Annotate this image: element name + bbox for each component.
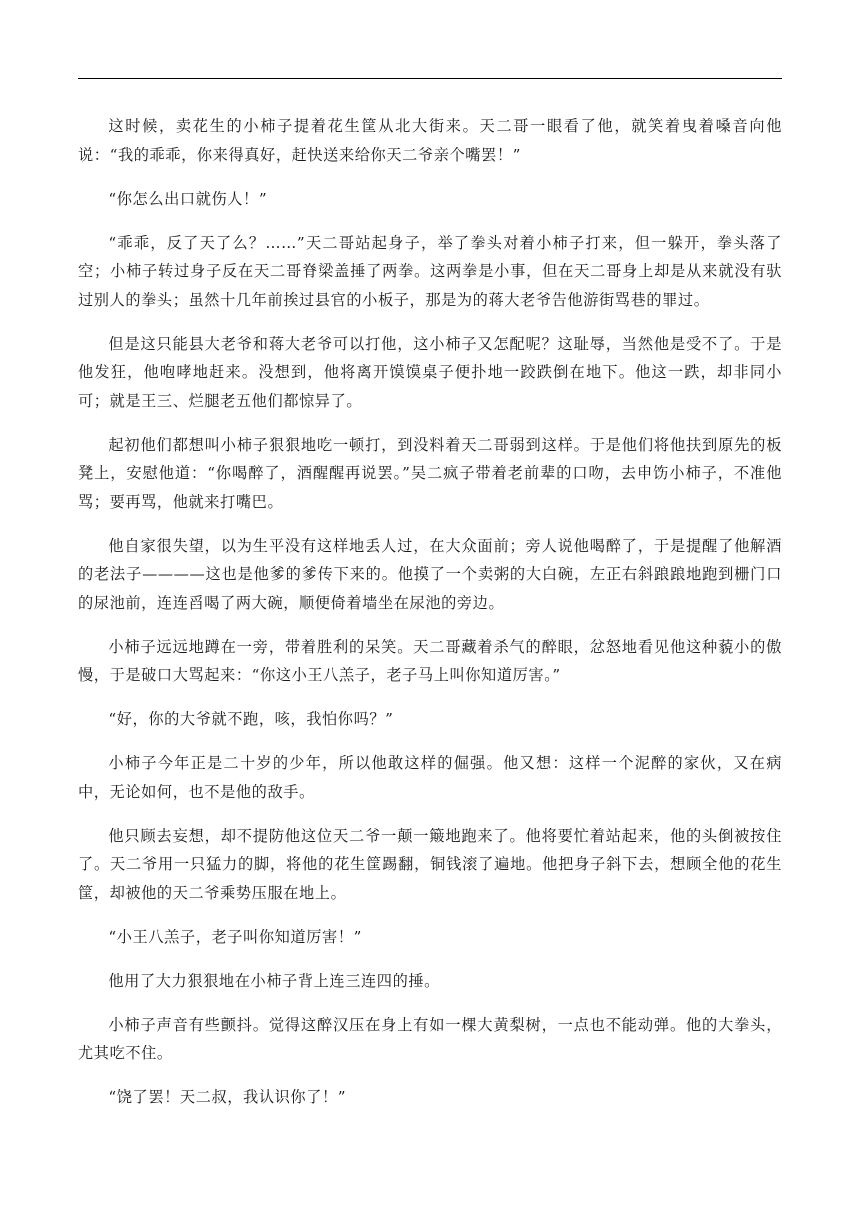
paragraph: 他自家很失望，以为生平没有这样地丢人过，在大众面前；旁人说他喝醉了，于是提醒了他解酒的老法子————这也是他爹的爹传下来的。他摸了一个卖粥的大白碗，左正右斜踉踉地跑到栅门口的尿池前，连连舀喝了两大碗，顺便倚着墙坐在尿池的旁边。 (78, 536, 782, 612)
header-rule (78, 78, 782, 79)
paragraph: 小柿子远远地蹲在一旁，带着胜利的呆笑。天二哥藏着杀气的醉眼，忿怒地看见他这种藐小的傲慢，于是破口大骂起来：“你这小王八羔子，老子马上叫你知道厉害。” (78, 637, 782, 684)
paragraph: 但是这只能县大老爷和蒋大老爷可以打他，这小柿子又怎配呢？这耻辱，当然他是受不了。于是他发狂，他咆哮地赶来。没想到，他将离开馍馍桌子便扑地一跤跌倒在地下。他这一跌，却非同小可；就是王三、烂腿老五他们都惊异了。 (78, 334, 782, 410)
paragraph: “饶了罢！天二叔，我认识你了！” (108, 1088, 347, 1106)
paragraph: “你怎么出口就伤人！” (108, 189, 268, 208)
paragraph: 这时候，卖花生的小柿子提着花生筐从北大街来。天二哥一眼看了他，就笑着曳着嗓音向他说：“我的乖乖，你来得真好，赶快送来给你天二爷亲个嘴罢！” (78, 117, 782, 164)
paragraph: 他用了大力狠狠地在小柿子背上连三连四的捶。 (108, 971, 440, 990)
paragraph: 他只顾去妄想，却不提防他这位天二爷一颠一簸地跑来了。他将要忙着站起来，他的头倒被按住了。天二爷用一只猛力的脚，将他的花生筐踢翻，铜钱滚了遍地。他把身子斜下去，想顾全他的花生筐，却被他的天二爷乘势压服在地上。 (78, 826, 782, 902)
paragraph: 小柿子今年正是二十岁的少年，所以他敢这样的倔强。他又想：这样一个泥醉的家伙，又在病中，无论如何，也不是他的敌手。 (78, 754, 782, 801)
paragraph: 小柿子声音有些颤抖。觉得这醉汉压在身上有如一棵大黄梨树，一点也不能动弹。他的大拳头，尤其吃不住。 (78, 1015, 782, 1062)
paragraph: “小王八羔子，老子叫你知道厉害！” (108, 927, 362, 946)
paragraph: “好，你的大爷就不跑，咳，我怕你吗？” (108, 710, 394, 728)
paragraph: 起初他们都想叫小柿子狠狠地吃一顿打，到没料着天二哥弱到这样。于是他们将他扶到原先的板凳上，安慰他道：“你喝醉了，酒醒醒再说罢。”吴二疯子带着老前辈的口吻，去申饬小柿子，不准他骂；要再骂，他就来打嘴巴。 (78, 435, 782, 511)
document-body (78, 112, 782, 1127)
paragraph: “乖乖，反了天了么？……”天二哥站起身子，举了拳头对着小柿子打来，但一躲开，拳头落了空；小柿子转过身子反在天二哥脊梁盖捶了两拳。这两拳是小事，但在天二哥身上却是从来就没有驮过别人的拳头；虽然十几年前挨过县官的小板子，那是为的蒋大老爷告他游街骂巷的罪过。 (78, 233, 782, 309)
